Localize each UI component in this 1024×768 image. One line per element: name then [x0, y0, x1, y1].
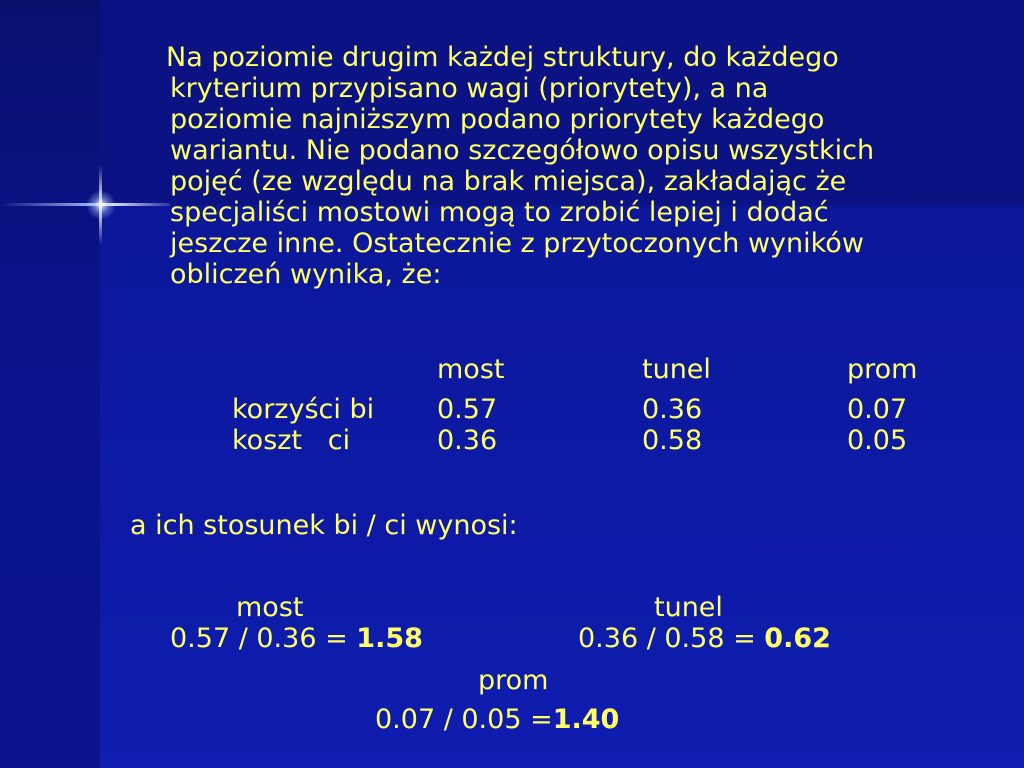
table-header-prom: prom	[847, 354, 918, 385]
ratio-name-most: most	[236, 592, 304, 623]
table-cell: 0.57	[437, 394, 498, 425]
paragraph-line: jeszcze inne. Ostatecznie z przytoczonych wyników	[170, 228, 864, 259]
ratio-name-tunel: tunel	[654, 592, 723, 623]
intro-paragraph	[166, 42, 970, 290]
table-cell: 0.05	[847, 425, 908, 456]
table-header-tunel: tunel	[642, 354, 711, 385]
table-header-most: most	[437, 354, 505, 385]
sparkle-horizontal-ray	[0, 203, 170, 206]
left-band-decoration	[0, 0, 100, 768]
paragraph-line: wariantu. Nie podano szczegółowo opisu wszystkich	[170, 135, 875, 166]
paragraph-line: obliczeń wynika, że:	[170, 259, 442, 290]
ratio-tunel	[578, 623, 831, 654]
ratio-expression: 0.36 / 0.58 =	[578, 623, 765, 654]
ratio-expression: 0.57 / 0.36 =	[170, 623, 357, 654]
ratio-result: 0.62	[764, 623, 831, 654]
paragraph-line: kryterium przypisano wagi (priorytety), a na	[170, 73, 769, 104]
ratio-intro-text: a ich stosunek bi / ci wynosi:	[130, 510, 518, 541]
paragraph-line: specjaliści mostowi mogą to zrobić lepiej i dodać	[170, 197, 829, 228]
ratio-result: 1.58	[356, 623, 423, 654]
ratio-result: 1.40	[552, 704, 620, 735]
table-cell: 0.36	[642, 394, 703, 425]
ratio-name-prom: prom	[478, 665, 549, 696]
paragraph-line: Na poziomie drugim każdej struktury, do każdego	[166, 42, 839, 73]
ratio-prom	[375, 704, 619, 735]
table-cell: 0.36	[437, 425, 498, 456]
ratio-expression: 0.07 / 0.05 =	[375, 704, 553, 735]
table-cell: 0.07	[847, 394, 908, 425]
ratio-most	[170, 623, 423, 654]
sparkle-star-icon	[86, 190, 116, 220]
paragraph-line: poziomie najniższym podano priorytety każdego	[170, 104, 825, 135]
table-row-label-benefits: korzyści bi	[232, 394, 375, 425]
paragraph-line: pojęć (ze względu na brak miejsca), zakładając że	[170, 166, 847, 197]
table-cell: 0.58	[642, 425, 703, 456]
table-row-label-cost: koszt ci	[232, 425, 351, 456]
